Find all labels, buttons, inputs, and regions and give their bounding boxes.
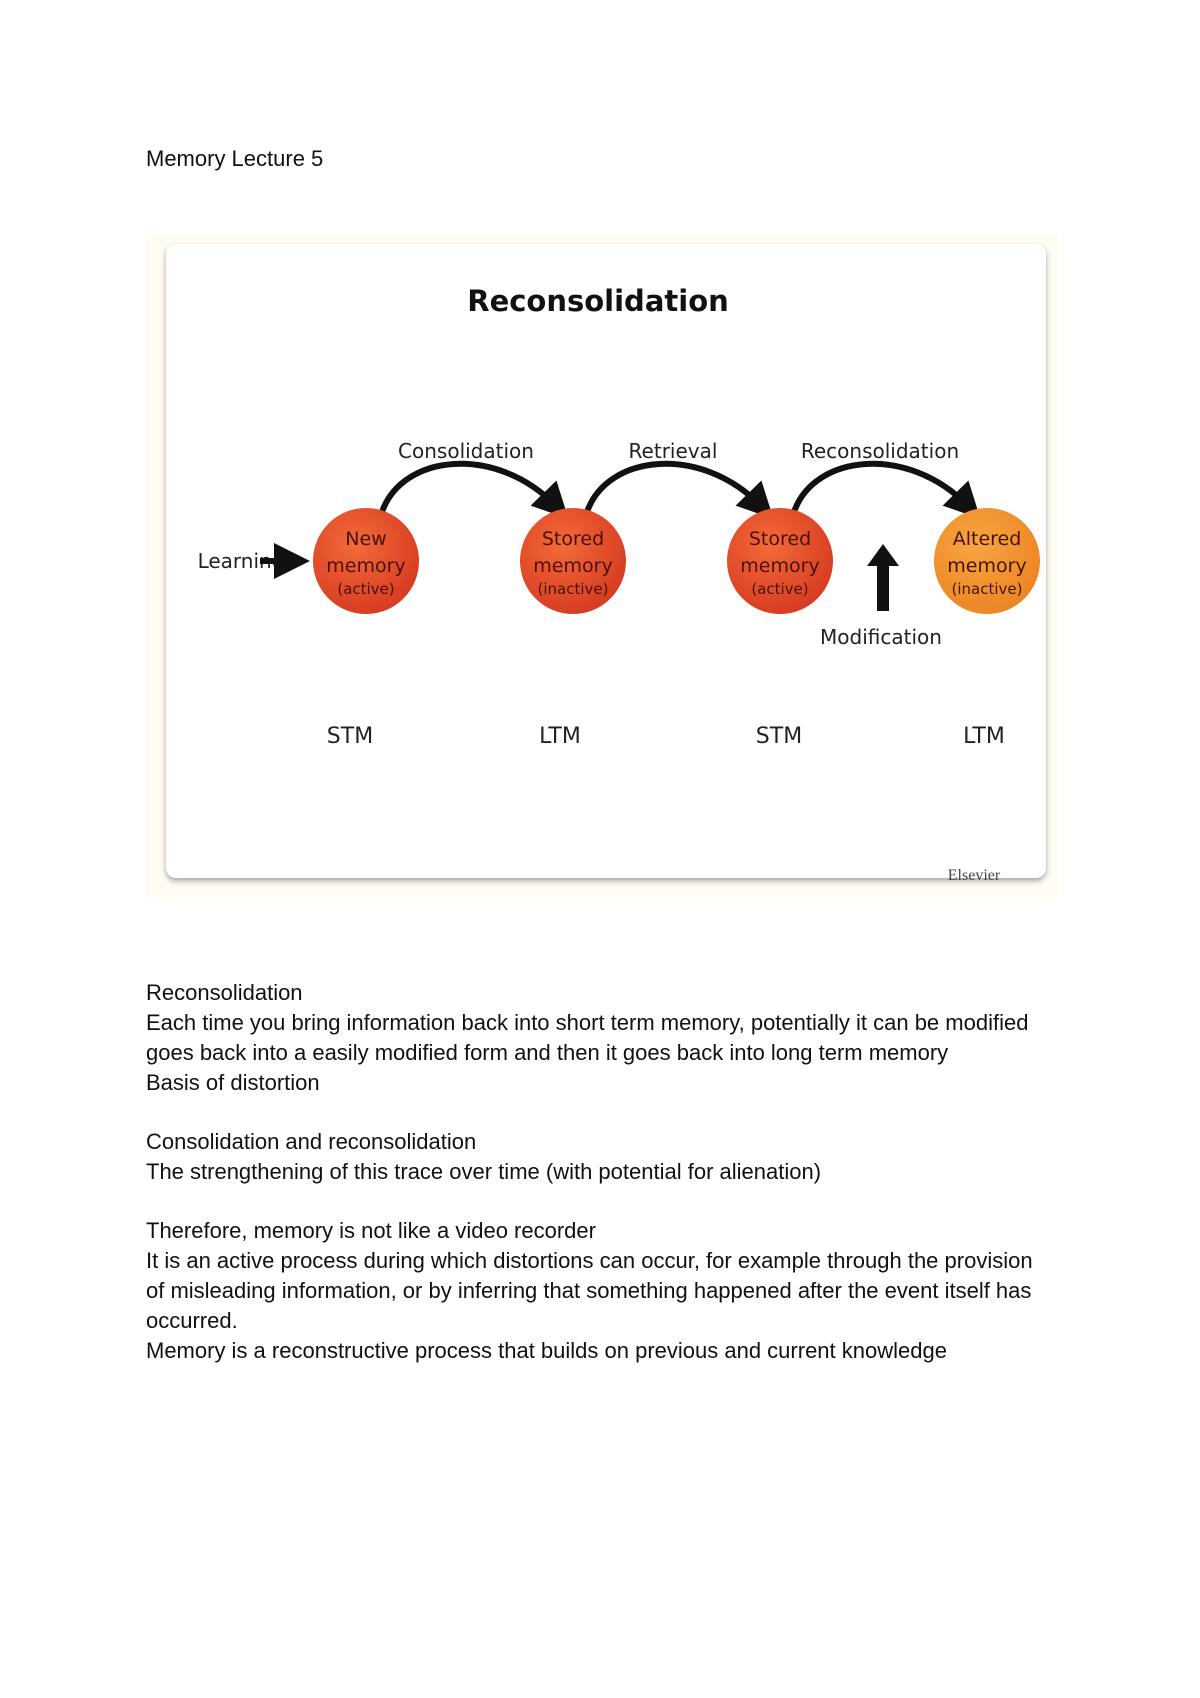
section1-heading: Reconsolidation (146, 980, 303, 1005)
stage-label-stm-1: STM (326, 724, 374, 749)
modification-label: Modification (820, 625, 942, 649)
section3-line4: Memory is a reconstructive process that builds on previous and current knowledge (146, 1338, 947, 1363)
retrieval-arrow (587, 464, 761, 512)
section2-line1: The strengthening of this trace over time (with potential for alienation) (146, 1159, 822, 1184)
reconsolidation-figure (146, 234, 1058, 898)
node-altered-memory-line1: Altered (952, 528, 1022, 550)
learning-label: Learning (197, 549, 285, 573)
reconsolidation-diagram (146, 234, 1058, 898)
transition-label-consolidation: Consolidation (398, 439, 534, 463)
section1-line2: goes back into a easily modified form and then it goes back into long term memory (146, 1040, 949, 1065)
node-stored-active-line1: Stored (748, 528, 812, 550)
node-stored-memory-active (727, 508, 833, 614)
node-stored-inactive-state: (inactive) (537, 580, 609, 598)
node-altered-memory (934, 508, 1040, 614)
section3-line2: of misleading information, or by inferring that something happened after the event itself has (146, 1278, 1032, 1303)
node-altered-memory-state: (inactive) (951, 580, 1023, 598)
node-stored-inactive-line1: Stored (541, 528, 605, 550)
node-stored-active-state: (active) (751, 580, 809, 598)
document-title: Memory Lecture 5 (146, 146, 324, 171)
node-stored-active-line2: memory (740, 555, 820, 577)
reconsolidation-arrow (794, 464, 968, 512)
figure-credit: Elsevier (947, 867, 1001, 884)
section1-line1: Each time you bring information back into short term memory, potentially it can be modified (146, 1010, 1029, 1035)
stage-label-stm-2: STM (755, 724, 803, 749)
section2-heading: Consolidation and reconsolidation (146, 1129, 477, 1154)
node-stored-inactive-line2: memory (533, 555, 613, 577)
section1-line3: Basis of distortion (146, 1070, 320, 1095)
modification-arrow (867, 544, 899, 611)
lecture-notes (146, 978, 1076, 1366)
node-stored-memory-inactive (520, 508, 626, 614)
section3-heading: Therefore, memory is not like a video recorder (146, 1218, 596, 1243)
transition-label-retrieval: Retrieval (628, 439, 718, 463)
consolidation-arrow (382, 464, 556, 512)
node-new-memory (313, 508, 419, 614)
transition-label-reconsolidation: Reconsolidation (800, 439, 960, 463)
node-new-memory-state: (active) (337, 580, 395, 598)
stage-label-ltm-2: LTM (963, 724, 1005, 749)
node-altered-memory-line2: memory (947, 555, 1027, 577)
node-new-memory-line1: New (345, 528, 387, 550)
section3-line3: occurred. (146, 1308, 238, 1333)
section3-line1: It is an active process during which distortions can occur, for example through the provision (146, 1248, 1033, 1273)
node-new-memory-line2: memory (326, 555, 406, 577)
figure-title: Reconsolidation (467, 284, 729, 318)
stage-label-ltm-1: LTM (539, 724, 581, 749)
